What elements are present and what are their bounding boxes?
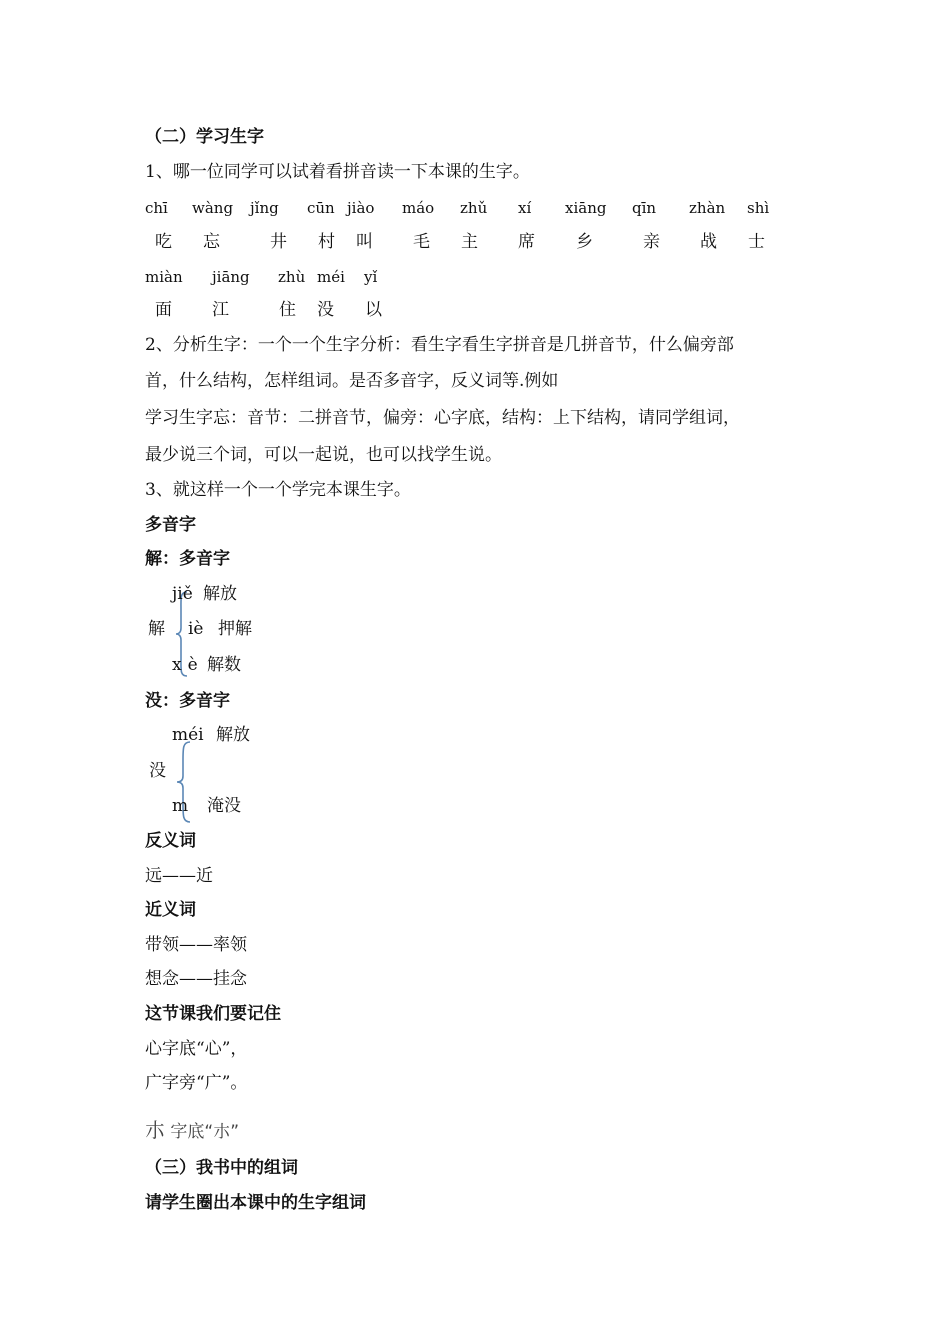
hanzi: 战 <box>700 232 717 252</box>
hanzi: 以 <box>365 300 382 320</box>
pinyin: chī <box>145 199 168 217</box>
mei-title: 没：多音字 <box>145 691 230 711</box>
pinyin: xí <box>518 199 532 217</box>
step-2-line-4: 最少说三个词，可以一起说，也可以找学生说。 <box>145 445 502 465</box>
hanzi: 村 <box>318 232 335 252</box>
task-text: 请学生圈出本课中的生字组词 <box>145 1193 366 1213</box>
mei-reading-2-word: 淹没 <box>207 796 241 816</box>
remember-item-2: 广字旁“广”。 <box>145 1073 248 1093</box>
pinyin: méi <box>317 268 345 286</box>
jie-reading-2-pinyin: iè <box>188 619 204 639</box>
hanzi: 乡 <box>576 232 593 252</box>
pinyin: xiāng <box>565 199 607 217</box>
mei-reading-1-pinyin: méi <box>172 725 204 745</box>
synonym-title: 近义词 <box>145 900 196 920</box>
step-2-line-2: 首，什么结构，怎样组词。是否多音字，反义词等.例如 <box>145 371 559 391</box>
pinyin: miàn <box>145 268 183 286</box>
pinyin: yǐ <box>364 268 378 286</box>
pinyin: wàng <box>192 199 234 217</box>
hanzi: 没 <box>317 300 334 320</box>
hanzi: 井 <box>270 232 287 252</box>
jie-reading-1-word: 解放 <box>203 584 237 604</box>
jie-reading-1-pinyin: jiě <box>172 584 193 604</box>
hanzi: 席 <box>518 232 535 252</box>
pinyin: zhàn <box>689 199 726 217</box>
remember-title: 这节课我们要记住 <box>145 1004 281 1024</box>
section-heading-3: （三）我书中的组词 <box>145 1158 298 1178</box>
hanzi: 亲 <box>643 232 660 252</box>
jie-reading-2-word: 押解 <box>218 619 252 639</box>
jie-title: 解：多音字 <box>145 549 230 569</box>
hanzi: 住 <box>279 300 296 320</box>
antonym-pair: 远——近 <box>145 866 213 886</box>
hanzi: 吃 <box>155 232 172 252</box>
pinyin: qīn <box>632 199 657 217</box>
hanzi: 面 <box>155 300 172 320</box>
pinyin: zhǔ <box>460 199 488 217</box>
section-heading-2: （二）学习生字 <box>145 127 264 147</box>
remember-item-1: 心字底“心”， <box>145 1039 248 1059</box>
pinyin: cūn <box>307 199 335 217</box>
pinyin: jiào <box>347 199 375 217</box>
hanzi: 江 <box>212 300 229 320</box>
radical-rest: 字底“朩” <box>170 1122 240 1142</box>
pinyin: jǐng <box>250 199 279 217</box>
pinyin: zhù <box>278 268 306 286</box>
hanzi: 毛 <box>413 232 430 252</box>
antonym-title: 反义词 <box>145 831 196 851</box>
jie-reading-3-pinyin: xè <box>172 655 204 675</box>
synonym-pair-2: 想念——挂念 <box>145 969 247 989</box>
hanzi: 叫 <box>356 232 373 252</box>
pinyin: jiāng <box>212 268 250 286</box>
mei-reading-2-pinyin: m <box>172 796 189 816</box>
step-1: 1、哪一位同学可以试着看拼音读一下本课的生字。 <box>145 162 530 182</box>
pinyin: shì <box>747 199 770 217</box>
mei-reading-1-word: 解放 <box>216 725 250 745</box>
pinyin: máo <box>402 199 435 217</box>
hanzi: 主 <box>461 232 478 252</box>
step-2-line-1: 2、分析生字：一个一个生字分析：看生字看生字拼音是几拼音节，什么偏旁部 <box>145 335 734 355</box>
jie-reading-3-word: 解数 <box>207 655 241 675</box>
polyphone-title: 多音字 <box>145 515 196 535</box>
jie-char: 解 <box>148 619 165 639</box>
synonym-pair-1: 带领——率领 <box>145 935 247 955</box>
mei-char: 没 <box>149 761 166 781</box>
step-2-line-3: 学习生字忘：音节：二拼音节，偏旁：心字底，结构：上下结构，请同学组词， <box>145 408 740 428</box>
hanzi: 忘 <box>203 232 220 252</box>
remember-item-3 <box>145 1119 239 1143</box>
step-3: 3、就这样一个一个学完本课生字。 <box>145 480 411 500</box>
radical-char: 朩 <box>145 1118 165 1142</box>
hanzi: 士 <box>748 232 765 252</box>
